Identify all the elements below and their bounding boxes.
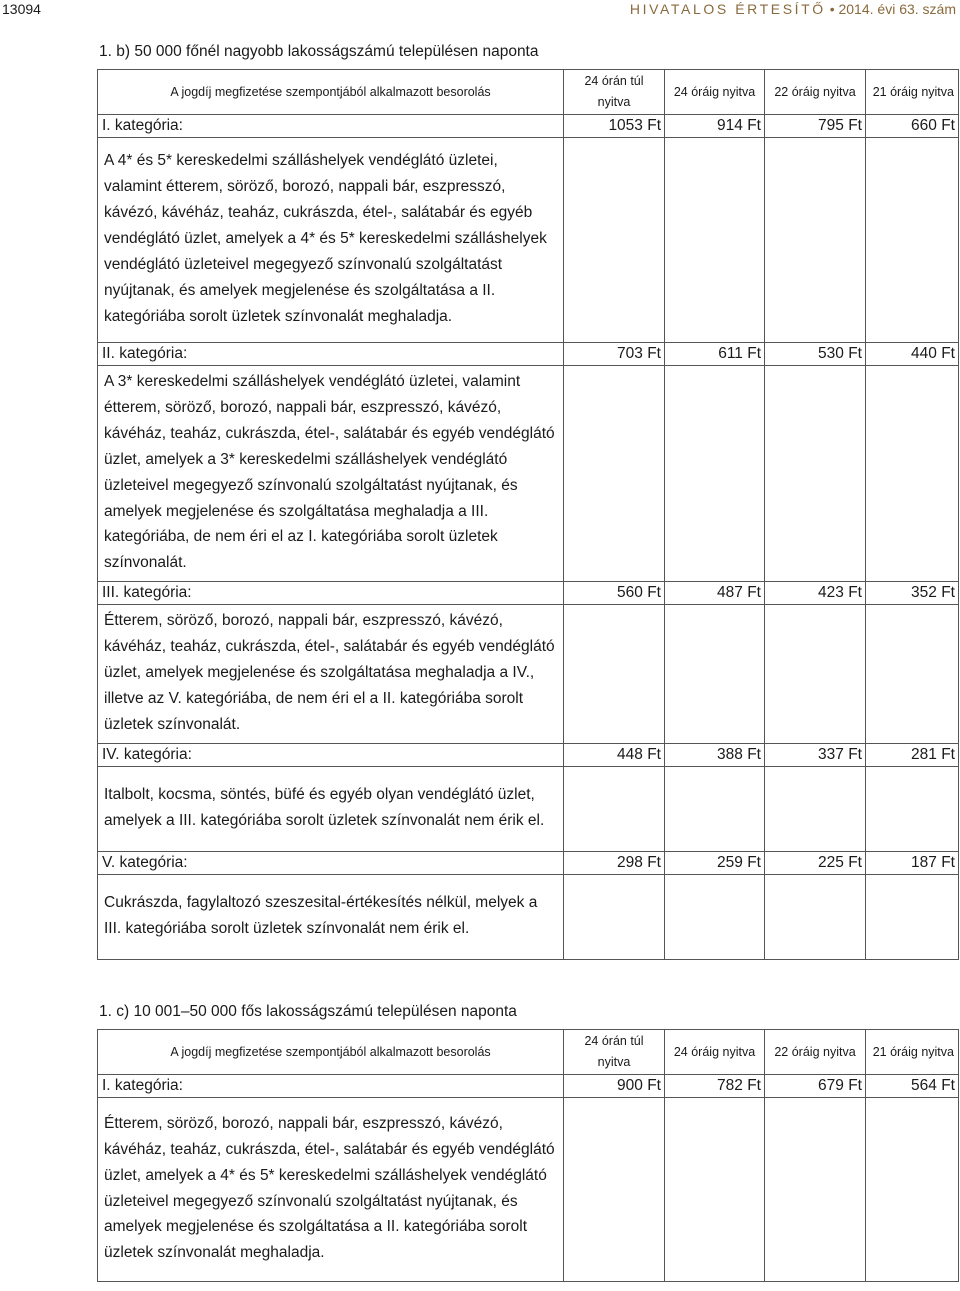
section-heading-b: 1. b) 50 000 főnél nagyobb lakosságszámú településen naponta — [99, 43, 539, 60]
table-header-row — [98, 70, 959, 115]
price-cell: 611 Ft — [665, 343, 765, 366]
price-cell: 337 Ft — [765, 743, 866, 766]
price-cell: 900 Ft — [564, 1075, 665, 1098]
price-cell: 352 Ft — [866, 582, 959, 605]
empty-cell — [665, 605, 765, 744]
price-cell: 782 Ft — [665, 1075, 765, 1098]
page-number: 13094 — [2, 1, 41, 17]
category-description: Étterem, söröző, borozó, nappali bár, eszpresszó, kávézó, kávéház, teaház, cukrászda, étel-, salátabár és egyéb vendéglátó üzlet, amelyek megjelenése és szolgáltatása meghaladja a IV., illetve az V. kategóriába, de nem éri el a II. kategóriába sorolt üzletek színvonalát. — [98, 605, 564, 744]
empty-cell — [665, 138, 765, 343]
empty-cell — [564, 766, 665, 851]
category-label: II. kategória: — [98, 343, 564, 366]
empty-cell — [866, 874, 959, 959]
empty-cell — [866, 138, 959, 343]
price-cell: 679 Ft — [765, 1075, 866, 1098]
price-cell: 1053 Ft — [564, 115, 665, 138]
empty-cell — [765, 766, 866, 851]
column-header-24h: 24 óráig nyitva — [665, 70, 765, 115]
price-cell: 187 Ft — [866, 851, 959, 874]
column-header-21h: 21 óráig nyitva — [866, 1030, 959, 1075]
journal-name: HIVATALOS ÉRTESÍTŐ — [629, 1, 826, 17]
category-label: I. kategória: — [98, 1075, 564, 1098]
empty-cell — [564, 605, 665, 744]
price-cell: 914 Ft — [665, 115, 765, 138]
column-header-22h: 22 óráig nyitva — [765, 1030, 866, 1075]
category-label: IV. kategória: — [98, 743, 564, 766]
empty-cell — [665, 366, 765, 582]
price-cell: 423 Ft — [765, 582, 866, 605]
price-cell: 448 Ft — [564, 743, 665, 766]
category-row — [98, 343, 959, 366]
category-row — [98, 582, 959, 605]
price-cell: 660 Ft — [866, 115, 959, 138]
page-header — [0, 0, 960, 22]
category-description: Italbolt, kocsma, söntés, büfé és egyéb olyan vendéglátó üzlet, amelyek a III. kategóriába sorolt üzletek színvonalát nem érik el. — [98, 766, 564, 851]
empty-cell — [765, 366, 866, 582]
category-description: A 3* kereskedelmi szálláshelyek vendéglátó üzletei, valamint étterem, söröző, borozó, nappali bár, eszpresszó, kávézó, kávéház, teaház, cukrászda, étel-, salátabár és egyéb vendéglátó üzlet, amelyek a 3* kereskedelmi szálláshelyek vendéglátó üzleteivel megegyező színvonalú szolgáltatást nyújtanak, és amelyek megjelenése és szolgáltatása meghaladja a III. kategóriába, de nem éri el az I. kategóriába sorolt üzletek színvonalát. — [98, 366, 564, 582]
table-header-row — [98, 1030, 959, 1075]
column-header-24h: 24 óráig nyitva — [665, 1030, 765, 1075]
section-heading-c: 1. c) 10 001–50 000 fős lakosságszámú településen naponta — [99, 1003, 517, 1020]
column-header-over-24h: 24 órán túl nyitva — [564, 70, 665, 115]
empty-cell — [665, 1098, 765, 1282]
price-cell: 388 Ft — [665, 743, 765, 766]
price-cell: 487 Ft — [665, 582, 765, 605]
journal-title — [630, 1, 956, 17]
empty-cell — [765, 1098, 866, 1282]
price-cell: 440 Ft — [866, 343, 959, 366]
empty-cell — [564, 874, 665, 959]
category-row — [98, 1075, 959, 1098]
price-cell: 560 Ft — [564, 582, 665, 605]
description-row — [98, 766, 959, 851]
description-row — [98, 874, 959, 959]
price-cell: 795 Ft — [765, 115, 866, 138]
bullet: • — [829, 1, 835, 17]
empty-cell — [765, 874, 866, 959]
price-cell: 281 Ft — [866, 743, 959, 766]
empty-cell — [866, 605, 959, 744]
column-header-22h: 22 óráig nyitva — [765, 70, 866, 115]
price-cell: 703 Ft — [564, 343, 665, 366]
description-row — [98, 1098, 959, 1282]
category-description: A 4* és 5* kereskedelmi szálláshelyek vendéglátó üzletei, valamint étterem, söröző, borozó, nappali bár, eszpresszó, kávézó, kávéház, teaház, cukrászda, étel-, salátabár és egyéb vendéglátó üzlet, amelyek a 4* és 5* kereskedelmi szálláshelyek vendéglátó üzleteivel megegyező színvonalú szolgáltatást nyújtanak, és amelyek megjelenése és szolgáltatása a II. kategóriába sorolt üzletek színvonalát meghaladja. — [98, 138, 564, 343]
column-header-classification: A jogdíj megfizetése szempontjából alkalmazott besorolás — [98, 1030, 564, 1075]
column-header-21h: 21 óráig nyitva — [866, 70, 959, 115]
category-label: I. kategória: — [98, 115, 564, 138]
price-cell: 225 Ft — [765, 851, 866, 874]
price-cell: 530 Ft — [765, 343, 866, 366]
category-description: Cukrászda, fagylaltozó szeszesital-értékesítés nélkül, melyek a III. kategóriába sorolt üzletek színvonalát nem érik el. — [98, 874, 564, 959]
category-row — [98, 743, 959, 766]
fee-table-c — [97, 1029, 959, 1282]
issue-label: 2014. évi 63. szám — [838, 1, 956, 17]
column-header-classification: A jogdíj megfizetése szempontjából alkalmazott besorolás — [98, 70, 564, 115]
empty-cell — [765, 138, 866, 343]
description-row — [98, 138, 959, 343]
price-cell: 298 Ft — [564, 851, 665, 874]
empty-cell — [564, 138, 665, 343]
empty-cell — [564, 366, 665, 582]
empty-cell — [765, 605, 866, 744]
category-description: Étterem, söröző, borozó, nappali bár, eszpresszó, kávézó, kávéház, teaház, cukrászda, étel-, salátabár és egyéb vendéglátó üzlet, amelyek a 4* és 5* kereskedelmi szálláshelyek vendéglátó üzleteivel megegyező színvonalú szolgáltatást nyújtanak, és amelyek megjelenése és szolgáltatása a II. kategóriába sorolt üzletek színvonalát meghaladja. — [98, 1098, 564, 1282]
category-row — [98, 851, 959, 874]
description-row — [98, 605, 959, 744]
column-header-over-24h: 24 órán túl nyitva — [564, 1030, 665, 1075]
empty-cell — [866, 366, 959, 582]
category-label: V. kategória: — [98, 851, 564, 874]
fee-table-b — [97, 69, 959, 960]
category-label: III. kategória: — [98, 582, 564, 605]
empty-cell — [564, 1098, 665, 1282]
description-row — [98, 366, 959, 582]
category-row — [98, 115, 959, 138]
empty-cell — [665, 874, 765, 959]
price-cell: 259 Ft — [665, 851, 765, 874]
empty-cell — [866, 1098, 959, 1282]
empty-cell — [665, 766, 765, 851]
price-cell: 564 Ft — [866, 1075, 959, 1098]
empty-cell — [866, 766, 959, 851]
